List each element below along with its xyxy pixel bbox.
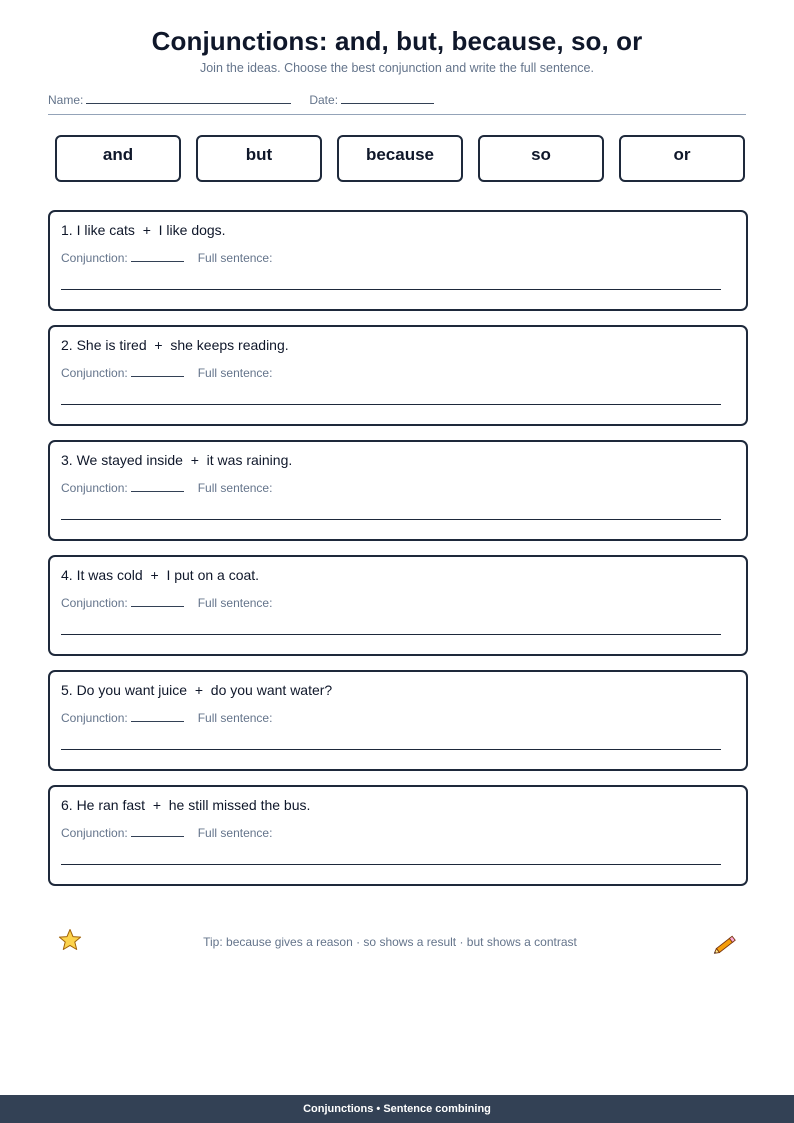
word-chip-but: but [196, 135, 322, 182]
exercise-prompt: 2. She is tired + she keeps reading. [61, 337, 289, 353]
exercise-list [48, 210, 748, 900]
sentence-write-line[interactable] [61, 634, 721, 635]
conjunction-blank[interactable] [131, 826, 184, 837]
word-chip-so: so [478, 135, 604, 182]
footer-bar [0, 1095, 794, 1123]
exercise-prompt: 5. Do you want juice + do you want water? [61, 682, 333, 698]
answer-labels [61, 481, 272, 495]
exercise-card [48, 785, 748, 886]
word-bank [55, 135, 745, 185]
exercise-card [48, 555, 748, 656]
sentence-write-line[interactable] [61, 404, 721, 405]
full-sentence-label: Full sentence: [197, 251, 273, 265]
page-subtitle: Join the ideas. Choose the best conjunction and write the full sentence. [199, 61, 594, 75]
sentence-write-line[interactable] [61, 749, 721, 750]
word-chip-or: or [619, 135, 745, 182]
date-field[interactable] [341, 92, 434, 104]
word-chip-because: because [337, 135, 463, 182]
tip-row [48, 922, 746, 962]
conjunction-blank[interactable] [131, 251, 184, 262]
exercise-prompt: 1. I like cats + I like dogs. [61, 222, 226, 238]
sentence-write-line[interactable] [61, 519, 721, 520]
exercise-card [48, 210, 748, 311]
answer-labels [61, 366, 272, 380]
answer-labels [61, 711, 272, 725]
exercise-card [48, 440, 748, 541]
conjunction-label: Conjunction: [61, 826, 128, 840]
name-label: Name: [48, 93, 84, 107]
exercise-prompt: 3. We stayed inside + it was raining. [61, 452, 293, 468]
tip-text: Tip: because gives a reason · so shows a result · but shows a contrast [203, 935, 577, 949]
name-date-row [48, 92, 434, 107]
word-chip-and: and [55, 135, 181, 182]
full-sentence-label: Full sentence: [197, 711, 273, 725]
name-field[interactable] [86, 92, 291, 104]
conjunction-label: Conjunction: [61, 481, 128, 495]
page-title: Conjunctions: and, but, because, so, or [151, 26, 643, 56]
conjunction-blank[interactable] [131, 481, 184, 492]
conjunction-label: Conjunction: [61, 251, 128, 265]
conjunction-blank[interactable] [131, 711, 184, 722]
conjunction-label: Conjunction: [61, 596, 128, 610]
conjunction-blank[interactable] [131, 366, 184, 377]
full-sentence-label: Full sentence: [197, 481, 273, 495]
exercise-card [48, 325, 748, 426]
conjunction-label: Conjunction: [61, 366, 128, 380]
footer-text: Conjunctions • Sentence combining [303, 1103, 491, 1115]
conjunction-label: Conjunction: [61, 711, 128, 725]
header-divider [48, 114, 746, 115]
full-sentence-label: Full sentence: [197, 596, 273, 610]
answer-labels [61, 251, 272, 265]
answer-labels [61, 596, 272, 610]
date-label: Date: [309, 93, 339, 107]
pencil-icon [711, 933, 739, 957]
full-sentence-label: Full sentence: [197, 826, 273, 840]
exercise-prompt: 4. It was cold + I put on a coat. [61, 567, 260, 583]
conjunction-blank[interactable] [131, 596, 184, 607]
sentence-write-line[interactable] [61, 864, 721, 865]
sentence-write-line[interactable] [61, 289, 721, 290]
answer-labels [61, 826, 272, 840]
exercise-prompt: 6. He ran fast + he still missed the bus. [61, 797, 311, 813]
exercise-card [48, 670, 748, 771]
full-sentence-label: Full sentence: [197, 366, 273, 380]
